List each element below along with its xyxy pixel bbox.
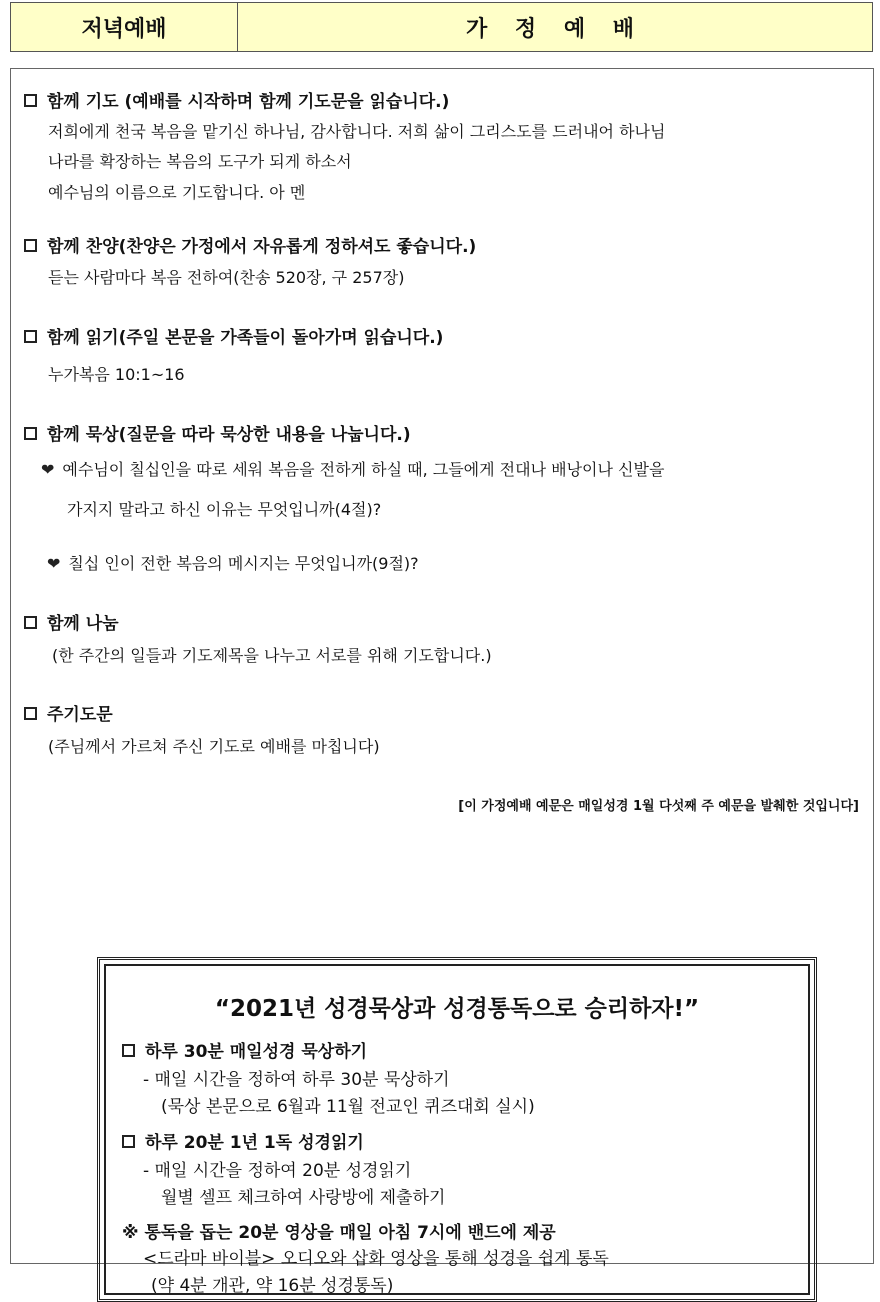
service-type-cell: 저녁예배 xyxy=(11,3,238,51)
section-prayer-title: 함께 기도 (예배를 시작하며 함께 기도문을 읽습니다.) xyxy=(24,87,449,112)
prayer-line: 저희에게 천국 복음을 맡기신 하나님, 감사합니다. 저희 삶이 그리스도를 드러내어 하나님 xyxy=(48,122,666,141)
praise-line: 듣는 사람마다 복음 전하여(찬송 520장, 구 257장) xyxy=(48,268,405,287)
checkbox-icon xyxy=(122,1044,135,1057)
worship-content-box xyxy=(10,68,874,1296)
campaign-item-1-line: - 매일 시간을 정하여 하루 30분 묵상하기 xyxy=(143,1070,450,1090)
section-praise-title: 함께 찬양(찬양은 가정에서 자유롭게 정하셔도 좋습니다.) xyxy=(24,232,476,257)
section-reading-title: 함께 읽기(주일 본문을 가족들이 돌아가며 읽습니다.) xyxy=(24,323,443,348)
campaign-item-3-line: (약 4분 개관, 약 16분 성경통독) xyxy=(151,1276,394,1296)
page-title: 가 정 예 배 xyxy=(466,16,644,42)
campaign-box xyxy=(97,957,817,1302)
campaign-item-2-title: 하루 20분 1년 1독 성경읽기 xyxy=(122,1128,364,1153)
campaign-item-3-line: <드라마 바이블> 오디오와 삽화 영상을 통해 성경을 쉽게 통독 xyxy=(143,1249,609,1269)
section-sharing-title: 함께 나눔 xyxy=(24,609,119,634)
campaign-item-2-line: 월별 셀프 체크하여 사랑방에 제출하기 xyxy=(161,1188,446,1208)
prayer-line: 예수님의 이름으로 기도합니다. 아 멘 xyxy=(48,183,306,202)
source-note: [이 가정예배 예문은 매일성경 1월 다섯째 주 예문을 발췌한 것입니다] xyxy=(458,799,859,814)
meditation-question-1-cont: 가지지 말라고 하신 이유는 무엇입니까(4절)? xyxy=(67,500,382,519)
checkbox-icon xyxy=(24,616,37,629)
sharing-line: (한 주간의 일들과 기도제목을 나누고 서로를 위해 기도합니다.) xyxy=(52,646,492,665)
lords-prayer-line: (주님께서 가르쳐 주신 기도로 예배를 마칩니다) xyxy=(48,737,380,756)
meditation-question-2: ❤ 칠십 인이 전한 복음의 메시지는 무엇입니까(9절)? xyxy=(47,554,419,573)
heart-icon: ❤ xyxy=(47,554,61,573)
checkbox-icon xyxy=(24,707,37,720)
checkbox-icon xyxy=(24,330,37,343)
campaign-item-1-line: (묵상 본문으로 6월과 11월 전교인 퀴즈대회 실시) xyxy=(161,1097,535,1117)
checkbox-icon xyxy=(122,1135,135,1148)
checkbox-icon xyxy=(24,239,37,252)
campaign-item-2-line: - 매일 시간을 정하여 20분 성경읽기 xyxy=(143,1161,412,1181)
checkbox-icon xyxy=(24,94,37,107)
campaign-item-1-title: 하루 30분 매일성경 묵상하기 xyxy=(122,1037,367,1062)
section-lords-prayer-title: 주기도문 xyxy=(24,700,113,725)
checkbox-icon xyxy=(24,427,37,440)
heart-icon: ❤ xyxy=(41,460,55,479)
section-meditation-title: 함께 묵상(질문을 따라 묵상한 내용을 나눕니다.) xyxy=(24,420,411,445)
prayer-line: 나라를 확장하는 복음의 도구가 되게 하소서 xyxy=(48,152,352,171)
campaign-box-inner xyxy=(104,964,810,1295)
campaign-item-3-title: ※ 통독을 돕는 20분 영상을 매일 아침 7시에 밴드에 제공 xyxy=(122,1223,556,1243)
campaign-title: “2021년 성경묵상과 성경통독으로 승리하자!” xyxy=(214,996,700,1022)
meditation-question-1: ❤ 예수님이 칠십인을 따로 세워 복음을 전하게 하실 때, 그들에게 전대나 배낭이나 신발을 xyxy=(41,460,665,479)
header-table xyxy=(10,2,873,52)
reading-line: 누가복음 10:1~16 xyxy=(48,365,185,384)
